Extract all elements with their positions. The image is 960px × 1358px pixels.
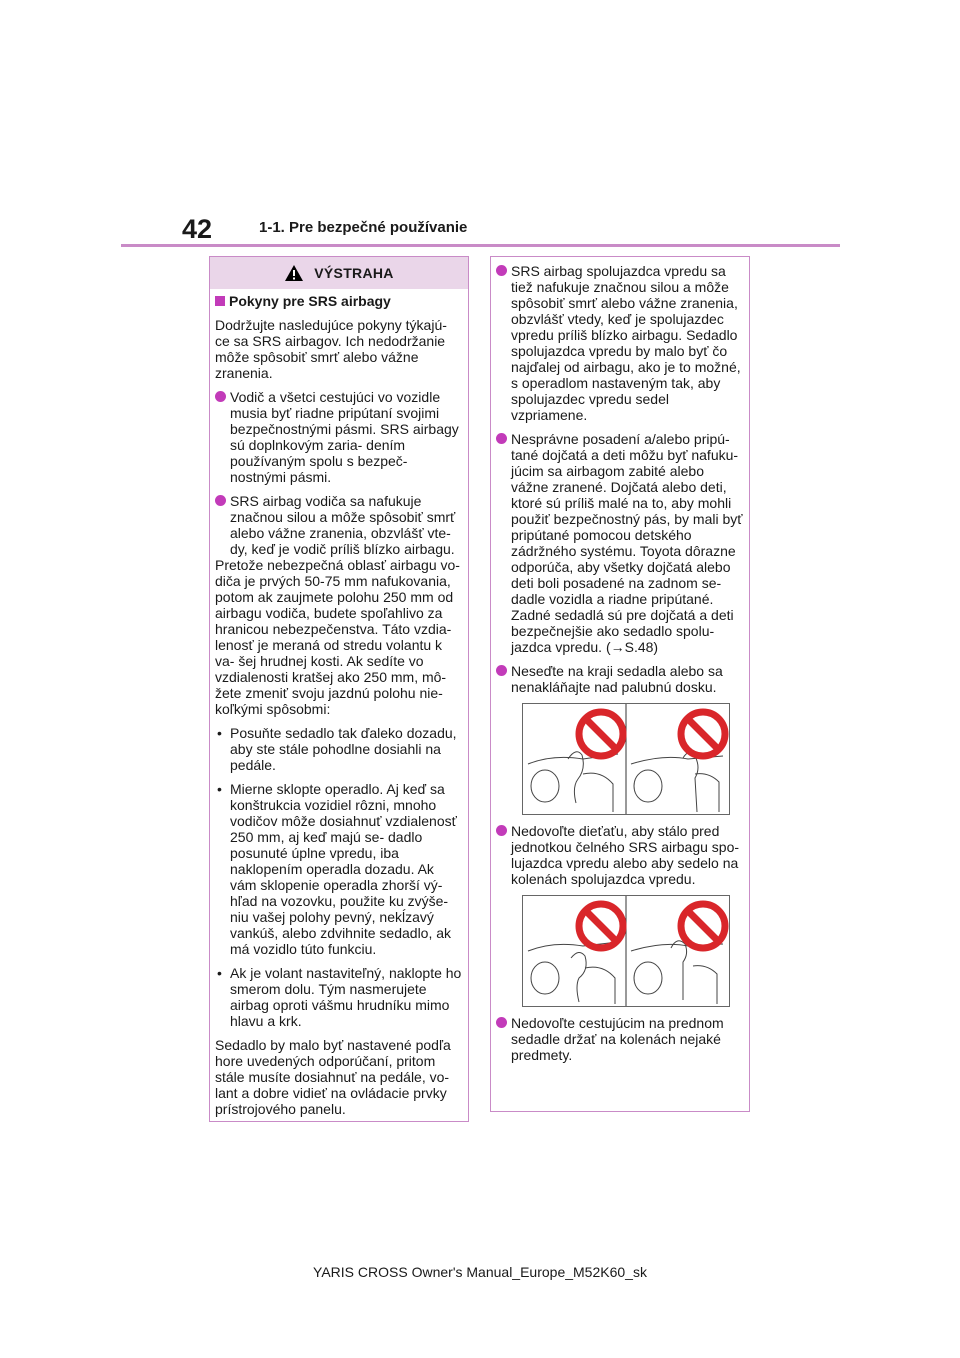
closing-text: Sedadlo by malo byť nastavené podľa hore uvedených odporúčaní, pritom stále musíte dosiahnuť na pedále, vo- lant a dobre vidieť na ovládacie prvky prístrojového panelu. bbox=[215, 1037, 451, 1117]
prohibited-sign-icon bbox=[681, 904, 725, 948]
warning-content-right bbox=[491, 257, 749, 1063]
bullet-objects-on-lap: Nedovoľte cestujúcim na prednom sedadle držať na kolenách nejaké predmety. bbox=[496, 1015, 744, 1063]
sub-item-seat: • Posuňte sedadlo tak ďaleko dozadu, aby ste stále pohodlne dosiahli na pedále. bbox=[217, 725, 457, 773]
warning-header bbox=[210, 257, 468, 289]
warning-box-left bbox=[209, 256, 469, 1122]
sub-item-backrest: • Mierne sklopte operadlo. Aj keď sa konštrukcia vozidiel rôzni, mnoho vodičov môže dosiahnuť vzdialenosť 250 mm, aj keď majú se- dadlo posunuté úplne vpredu, iba naklopením operadla dozadu. Ak vám sklopenie operadla zhorší vý- hľad na vozovku, použite ku zvýše- niu vašej polohy pevný, nekĺzavý vankúš, alebo zdvihnite sedadlo, ak má vozidlo túto funkciu. bbox=[217, 781, 457, 957]
bullet-child-standing: Nedovoľte dieťaťu, aby stálo pred jednotkou čelného SRS airbagu spo- lujazdca vpredu alebo aby sedelo na kolenách spolujazdca vpredu. bbox=[496, 823, 744, 887]
page-number: 42 bbox=[182, 214, 213, 244]
prohibited-sign-icon bbox=[579, 904, 623, 948]
warning-triangle-icon bbox=[284, 264, 304, 282]
footer-text: YARIS CROSS Owner's Manual_Europe_M52K60_sk bbox=[313, 1264, 647, 1280]
header-divider bbox=[121, 244, 840, 247]
prohibited-sign-icon bbox=[579, 712, 623, 756]
bullet-children: Nesprávne posadení a/alebo pripú- tané dojčatá a deti môžu byť nafuku- júcim sa airbagom zabité alebo vážne zranené. Dojčatá alebo deti, ktoré sú príliš malé na to, aby mohli použiť bezpečnostný pás, by mali byť pripútané pomocou detského zádržného systému. Toyota dôrazne odporúča, aby všetky dojčatá alebo deti boli posadené na zadnom se- dadle vozidla a riadne pripútané. Zadné sedadlá sú pre dojčatá a deti bezpečnejšie ako sedadlo spolu- jazdca vpredu. (→S.48) bbox=[496, 431, 744, 655]
warning-box-right bbox=[490, 256, 750, 1112]
illustration-leaning-passenger bbox=[522, 703, 730, 815]
sub-item-steering: • Ak je volant nastaviteľný, naklopte ho smerom dolu. Tým nasmerujete airbag oproti vášmu hrudníku mimo hlavu a krk. bbox=[217, 965, 462, 1029]
bullet-seat-edge: Neseďte na kraji sedadla alebo sa nenakláňajte nad palubnú dosku. bbox=[496, 663, 744, 695]
danger-zone-text: Pretože nebezpečná oblasť airbagu vo- diča je prvých 50-75 mm nafukovania, potom ak zaujmete polohu 250 mm od airbagu vodiča, budete spoľahlivo za hranicou nebezpečenstva. Táto vzdia- lenosť je meraná od stredu volantu k va- šej hrudnej kosti. Ak sedíte vo vzdialenosti kratšej ako 250 mm, mô- žete zmeniť svoju jazdnú polohu nie- koľkými spôsobmi: bbox=[215, 557, 460, 717]
section-heading: Pokyny pre SRS airbagy bbox=[215, 293, 463, 309]
prohibited-sign-icon bbox=[681, 712, 725, 756]
warning-content-left bbox=[210, 289, 468, 1117]
bullet-driver-airbag: SRS airbag vodiča sa nafukuje značnou silou a môže spôsobiť smrť alebo vážne zranenia, obzvlášť vte- dy, keď je vodič príliš blízko airbagu. bbox=[215, 493, 463, 557]
square-marker-icon bbox=[215, 296, 225, 306]
illustration-child-on-lap bbox=[522, 895, 730, 1007]
bullet-passenger-airbag: SRS airbag spolujazdca vpredu sa tiež nafukuje značnou silou a môže spôsobiť smrť alebo vážne zranenia, obzvlášť vtedy, keď je spolujazdec vpredu príliš blízko airbagu. Sedadlo spolujazdca vpredu by malo byť čo najďalej od airbagu, ako je to možné, s operadlom nastaveným tak, aby spolujazdec vpredu sedel vzpriamene. bbox=[496, 263, 744, 423]
section-title: 1-1. Pre bezpečné používanie bbox=[259, 219, 468, 236]
bullet-seatbelts: Vodič a všetci cestujúci vo vozidle musia byť riadne pripútaní svojimi bezpečnostnými pásmi. SRS airbagy sú doplnkovým zaria- dením používaným spolu s bezpeč- nostnými pásmi. bbox=[215, 389, 463, 485]
warning-title: VÝSTRAHA bbox=[314, 265, 394, 281]
intro-text: Dodržujte nasledujúce pokyny týkajú- ce sa SRS airbagov. Ich nedodržanie môže spôsobiť smrť alebo vážne zranenia. bbox=[215, 317, 447, 381]
